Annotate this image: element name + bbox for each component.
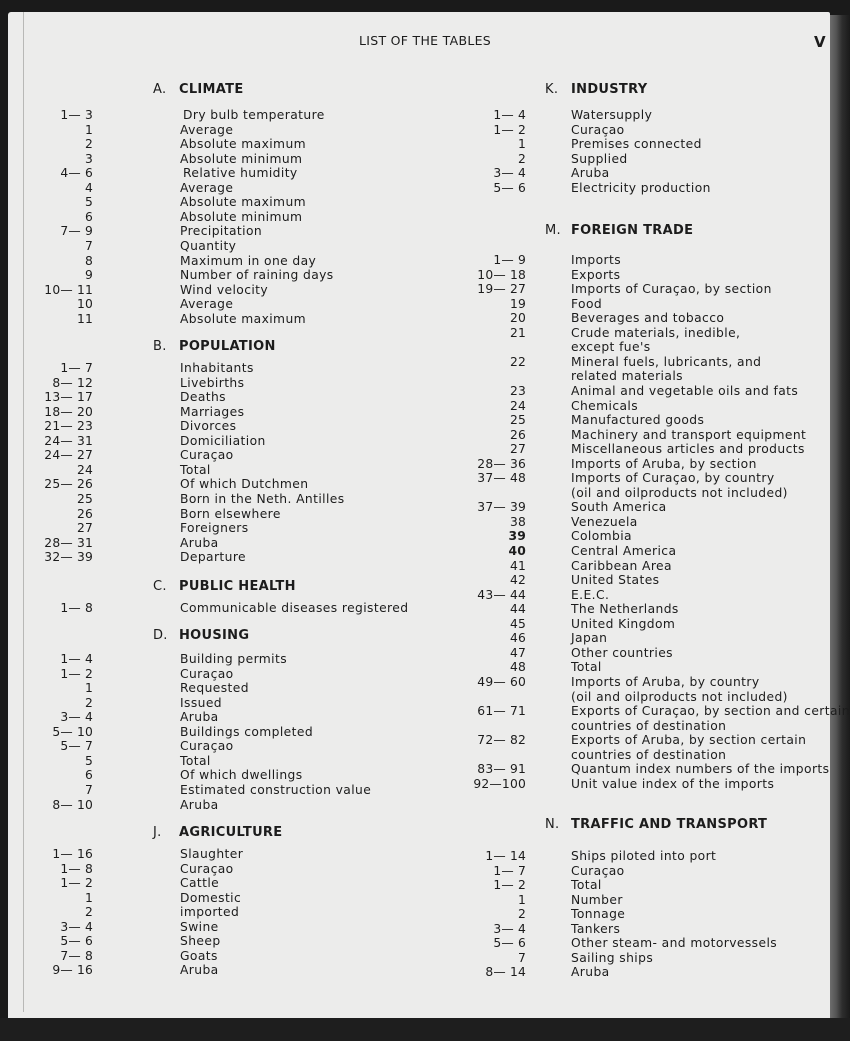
table-title: Number of raining days: [180, 268, 334, 283]
table-title: Manufactured goods: [571, 413, 705, 428]
table-title: Livebirths: [180, 375, 245, 390]
table-title: Food: [571, 296, 603, 311]
table-title: Exports: [571, 267, 621, 282]
section-letter: N.: [545, 817, 560, 832]
table-title: Precipitation: [180, 224, 263, 239]
table-number: 42: [509, 573, 526, 588]
table-title: Other countries: [571, 645, 673, 660]
table-title: Supplied: [571, 151, 628, 166]
table-title: Unit value index of the imports: [571, 776, 775, 791]
table-number: 83— 91: [477, 762, 526, 777]
table-number: 24: [76, 462, 93, 477]
section-heading: [545, 82, 647, 97]
table-number: 4— 6: [60, 166, 93, 181]
table-title: Curaçao: [571, 122, 625, 137]
section-title: TRAFFIC AND TRANSPORT: [571, 817, 768, 832]
table-title: Swine: [180, 919, 219, 934]
table-title: Total: [180, 462, 211, 477]
table-title: countries of destination: [571, 747, 727, 762]
table-number: 6: [84, 209, 93, 224]
table-number: 1: [84, 681, 93, 696]
table-title: (oil and oilproducts not included): [571, 689, 788, 704]
section-heading: [153, 628, 249, 643]
table-title: Average: [180, 297, 234, 312]
table-number: 2: [517, 151, 526, 166]
page-number: V: [814, 33, 826, 51]
table-title: Cattle: [180, 876, 220, 891]
table-title: Absolute minimum: [180, 209, 303, 224]
table-title: Requested: [180, 681, 249, 696]
section-letter: B.: [153, 339, 167, 354]
table-number: 6: [84, 768, 93, 783]
table-number: 1— 2: [493, 122, 526, 137]
table-number: 19: [509, 296, 526, 311]
table-title: United Kingdom: [571, 616, 676, 631]
table-number: 1: [84, 890, 93, 905]
section-heading: [153, 82, 244, 97]
table-title: Absolute maximum: [180, 311, 307, 326]
table-title: Japan: [571, 631, 608, 646]
table-title: Absolute minimum: [180, 151, 303, 166]
table-title: Curaçao: [180, 666, 234, 681]
table-number: 1: [517, 137, 526, 152]
table-title: Aruba: [180, 797, 219, 812]
table-title: Sheep: [180, 934, 221, 949]
table-number: 3— 4: [493, 921, 526, 936]
table-number: 1— 9: [493, 253, 526, 267]
table-title: Imports of Aruba, by country: [571, 674, 760, 689]
table-title: Premises connected: [571, 137, 702, 152]
table-number: 7: [517, 950, 526, 965]
table-title: Aruba: [180, 710, 219, 725]
table-title: Divorces: [180, 419, 237, 434]
table-title: Crude materials, inedible,: [571, 325, 741, 340]
page-title: LIST OF THE TABLES: [358, 33, 492, 48]
section-heading: [545, 817, 767, 832]
table-number: 4: [84, 180, 93, 195]
table-number: 39: [508, 529, 526, 544]
table-title: Wind velocity: [180, 282, 269, 297]
table-title: Building permits: [180, 652, 288, 666]
table-title: Estimated construction value: [180, 782, 372, 797]
table-title: Average: [180, 180, 234, 195]
table-number: 1— 7: [493, 863, 526, 878]
table-number: 1— 8: [60, 601, 93, 615]
section-title: AGRICULTURE: [179, 825, 283, 840]
table-title: Absolute maximum: [180, 195, 307, 210]
table-number: 21— 23: [44, 419, 93, 434]
table-number: 8— 12: [52, 375, 93, 390]
table-title: E.E.C.: [571, 587, 610, 602]
section-letter: J.: [153, 825, 162, 840]
table-number: 20: [509, 311, 526, 326]
table-title: Of which dwellings: [180, 768, 303, 783]
book-edge: [830, 15, 850, 1025]
table-number: 10: [76, 297, 93, 312]
table-number: 27: [509, 442, 526, 457]
table-title: Watersupply: [571, 108, 653, 122]
table-number: 8— 14: [485, 965, 526, 980]
table-title: Aruba: [571, 965, 610, 980]
table-number: 44: [509, 602, 526, 617]
table-title: Foreigners: [180, 521, 249, 536]
table-number: 3: [84, 151, 93, 166]
table-number: 5: [84, 195, 93, 210]
table-title: Communicable diseases registered: [180, 601, 409, 615]
table-title: Chemicals: [571, 398, 639, 413]
table-number: 45: [509, 616, 526, 631]
table-title: Quantum index numbers of the imports: [571, 762, 830, 777]
section-heading: [153, 339, 276, 354]
table-number: 2: [517, 907, 526, 922]
table-number: 24— 27: [44, 448, 93, 463]
table-number: 9— 16: [52, 963, 93, 978]
section-title: CLIMATE: [179, 82, 244, 97]
section-heading: [153, 825, 282, 840]
section-title: PUBLIC HEALTH: [179, 579, 296, 594]
table-title: Number: [571, 892, 623, 907]
table-title: United States: [571, 573, 660, 588]
section-letter: D.: [153, 628, 168, 643]
table-number: 1— 3: [60, 108, 93, 122]
bottom-shadow: [0, 1018, 850, 1041]
table-number: 32— 39: [44, 550, 93, 565]
table-number: 43— 44: [477, 587, 526, 602]
section-letter: M.: [545, 223, 561, 238]
table-number: 26: [509, 427, 526, 442]
table-number: 61— 71: [477, 704, 526, 719]
table-number: 1— 14: [485, 849, 526, 863]
table-title: Tonnage: [571, 907, 626, 922]
table-number: 92—100: [473, 776, 526, 791]
table-title: Exports of Curaçao, by section and certain: [571, 704, 850, 719]
table-number: 25: [76, 491, 93, 506]
table-title: Beverages and tobacco: [571, 311, 725, 326]
table-title: Aruba: [571, 166, 610, 181]
table-title: Marriages: [180, 404, 245, 419]
table-title: Electricity production: [571, 180, 711, 195]
table-number: 3— 4: [493, 166, 526, 181]
table-title: Domiciliation: [180, 433, 266, 448]
table-number: 72— 82: [477, 733, 526, 748]
section-title: HOUSING: [179, 628, 250, 643]
table-title: Imports: [571, 253, 622, 267]
page-spine-line: [23, 12, 24, 1012]
table-number: 49— 60: [477, 674, 526, 689]
table-title: related materials: [571, 369, 683, 384]
table-number: 19— 27: [477, 282, 526, 297]
table-number: 46: [509, 631, 526, 646]
table-number: 9: [84, 268, 93, 283]
table-number: 47: [509, 645, 526, 660]
table-title: Born elsewhere: [180, 506, 281, 521]
table-title: Aruba: [180, 963, 219, 978]
table-number: 18— 20: [44, 404, 93, 419]
table-title: Departure: [180, 550, 246, 565]
table-title: Maximum in one day: [180, 253, 317, 268]
table-title: Domestic: [180, 890, 242, 905]
table-title: Born in the Neth. Antilles: [180, 491, 345, 506]
table-number: 3— 4: [60, 919, 93, 934]
table-title: Curaçao: [180, 448, 234, 463]
table-number: 1: [84, 122, 93, 137]
table-number: 8— 10: [52, 797, 93, 812]
table-title: Average: [180, 122, 234, 137]
table-title: Of which Dutchmen: [180, 477, 309, 492]
section-letter: A.: [153, 82, 167, 97]
table-number: 1: [517, 892, 526, 907]
table-number: 1— 2: [60, 876, 93, 891]
table-number: 1— 8: [60, 861, 93, 876]
table-number: 7: [84, 238, 93, 253]
section-title: POPULATION: [179, 339, 276, 354]
table-title: Aruba: [180, 535, 219, 550]
table-title: Animal and vegetable oils and fats: [571, 383, 799, 398]
table-title: Total: [571, 660, 602, 675]
table-title: Exports of Aruba, by section certain: [571, 733, 807, 748]
table-title: The Netherlands: [571, 602, 679, 617]
section-letter: K.: [545, 82, 559, 97]
table-title: Total: [180, 753, 211, 768]
table-number: 28— 31: [44, 535, 93, 550]
table-title: Buildings completed: [180, 724, 314, 739]
table-number: 22: [509, 354, 526, 369]
table-title: Curaçao: [180, 861, 234, 876]
table-number: 3— 4: [60, 710, 93, 725]
table-title: Dry bulb temperature: [183, 108, 325, 122]
table-title: Sailing ships: [571, 950, 654, 965]
table-number: 7: [84, 782, 93, 797]
table-title: Relative humidity: [183, 166, 298, 181]
table-title: imported: [180, 905, 240, 920]
table-number: 2: [84, 905, 93, 920]
section-letter: C.: [153, 579, 167, 594]
table-title: Goats: [180, 948, 218, 963]
table-number: 7— 8: [60, 948, 93, 963]
table-number: 1— 4: [493, 108, 526, 122]
table-number: 1— 2: [493, 878, 526, 893]
table-title: Curaçao: [180, 739, 234, 754]
table-number: 1— 16: [52, 847, 93, 861]
table-title: Curaçao: [571, 863, 625, 878]
table-number: 5: [84, 753, 93, 768]
table-number: 5— 6: [493, 936, 526, 951]
table-title: Quantity: [180, 238, 237, 253]
table-title: Machinery and transport equipment: [571, 427, 807, 442]
table-title: (oil and oilproducts not included): [571, 485, 788, 500]
section-heading: [153, 579, 296, 594]
table-title: Other steam- and motorvessels: [571, 936, 778, 951]
table-number: 24: [509, 398, 526, 413]
table-number: 5— 6: [60, 934, 93, 949]
table-number: 28— 36: [477, 456, 526, 471]
table-number: 27: [76, 521, 93, 536]
table-title: Mineral fuels, lubricants, and: [571, 354, 762, 369]
table-title: Tankers: [571, 921, 621, 936]
table-title: Inhabitants: [180, 361, 254, 375]
table-number: 5— 10: [52, 724, 93, 739]
table-title: Miscellaneous articles and products: [571, 442, 805, 457]
table-title: Colombia: [571, 529, 632, 544]
table-number: 8: [84, 253, 93, 268]
table-number: 13— 17: [44, 390, 93, 405]
table-title: Caribbean Area: [571, 558, 672, 573]
section-title: FOREIGN TRADE: [571, 223, 694, 238]
document-page: [8, 12, 830, 1020]
table-number: 41: [509, 558, 526, 573]
table-number: 37— 48: [477, 471, 526, 486]
table-number: 21: [509, 325, 526, 340]
table-number: 23: [509, 383, 526, 398]
table-title: Slaughter: [180, 847, 244, 861]
table-number: 10— 11: [44, 282, 93, 297]
table-number: 38: [509, 514, 526, 529]
table-title: South America: [571, 500, 667, 515]
table-number: 48: [509, 660, 526, 675]
table-title: except fue's: [571, 340, 651, 355]
table-number: 1— 7: [60, 361, 93, 375]
table-title: Issued: [180, 695, 223, 710]
table-number: 5— 6: [493, 180, 526, 195]
table-number: 1— 4: [60, 652, 93, 666]
table-title: Imports of Aruba, by section: [571, 456, 757, 471]
table-number: 37— 39: [477, 500, 526, 515]
section-title: INDUSTRY: [571, 82, 648, 97]
table-number: 40: [508, 544, 526, 558]
table-title: Deaths: [180, 390, 226, 405]
table-title: Total: [571, 878, 602, 893]
table-title: Absolute maximum: [180, 137, 307, 152]
table-number: 25: [509, 413, 526, 428]
section-heading: [545, 223, 693, 238]
table-number: 25— 26: [44, 477, 93, 492]
table-number: 26: [76, 506, 93, 521]
table-title: countries of destination: [571, 718, 727, 733]
table-title: Imports of Curaçao, by section: [571, 282, 772, 297]
table-title: Ships piloted into port: [571, 849, 717, 863]
table-number: 7— 9: [60, 224, 93, 239]
table-number: 24— 31: [44, 433, 93, 448]
table-number: 10— 18: [477, 267, 526, 282]
table-title: Imports of Curaçao, by country: [571, 471, 775, 486]
table-number: 11: [76, 311, 93, 326]
table-title: Venezuela: [571, 514, 638, 529]
table-number: 1— 2: [60, 666, 93, 681]
table-title: Central America: [571, 544, 677, 558]
table-number: 2: [84, 695, 93, 710]
table-number: 5— 7: [60, 739, 93, 754]
table-number: 2: [84, 137, 93, 152]
